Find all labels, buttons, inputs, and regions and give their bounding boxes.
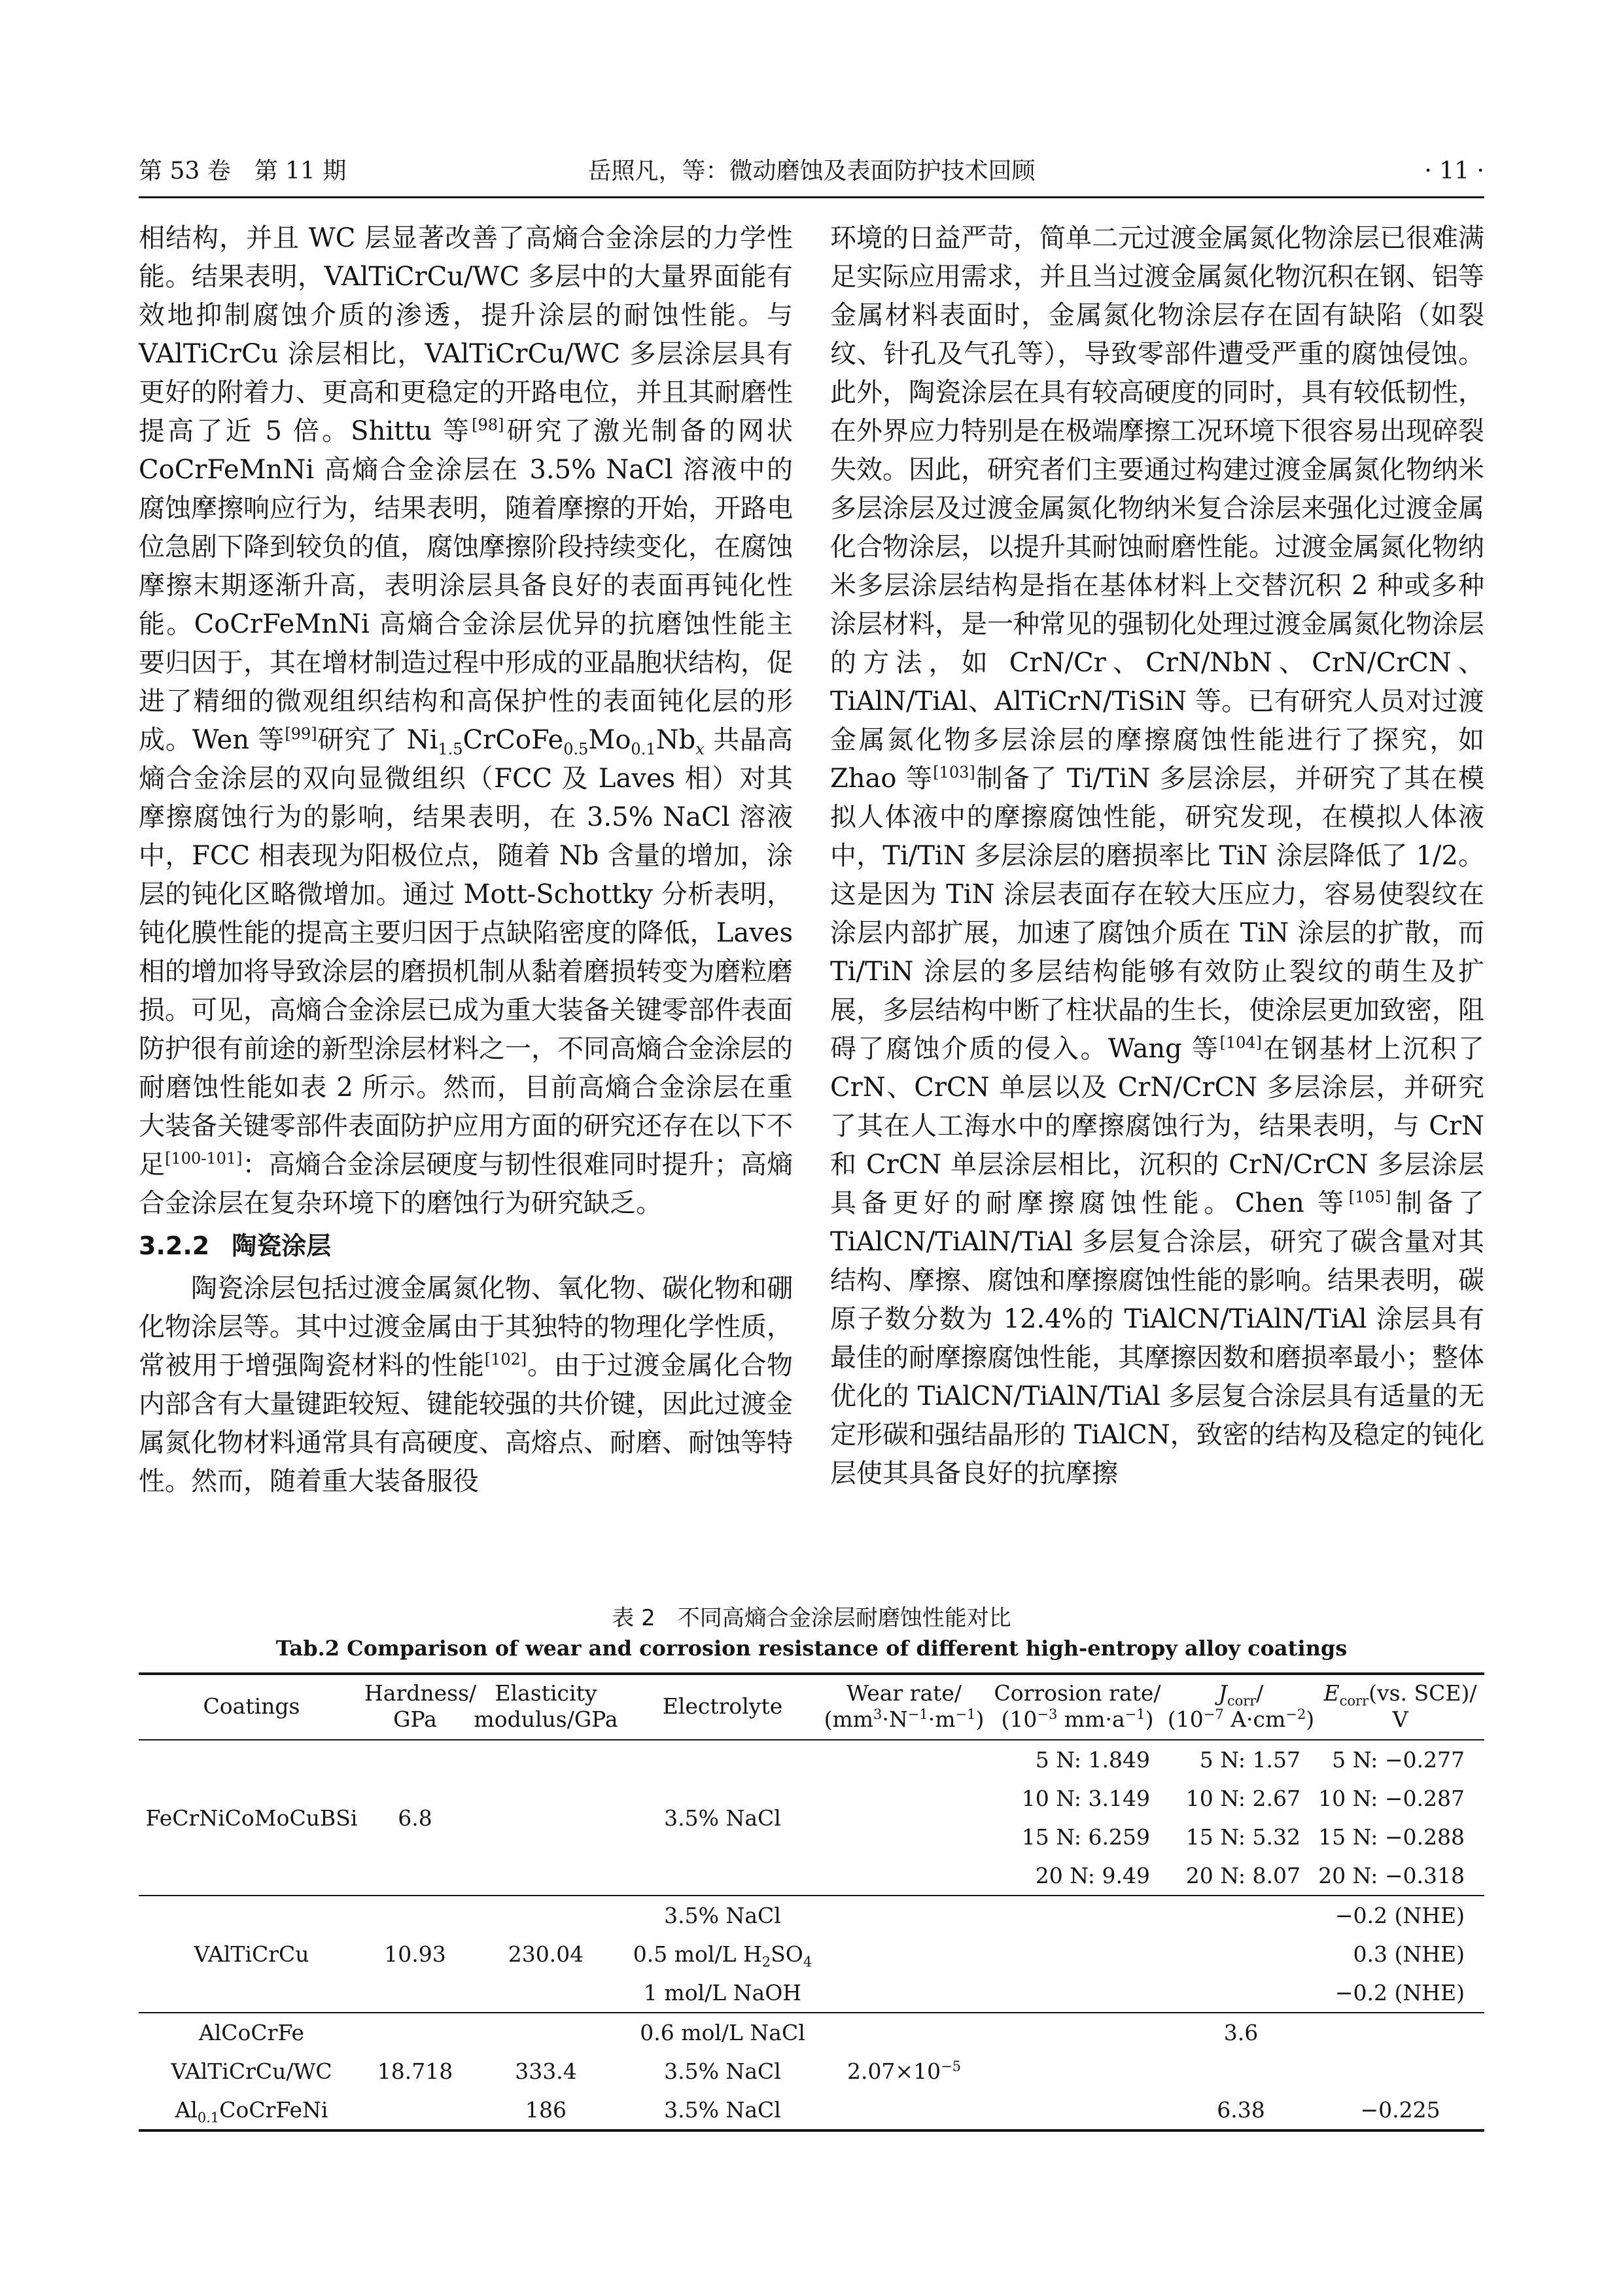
- cell-jcorr: 15 N: 5.32: [1185, 1824, 1300, 1850]
- cell-corrosion-rate: 15 N: 6.259: [1021, 1824, 1150, 1850]
- table-caption-en: Tab.2 Comparison of wear and corrosion resistance of different high-entropy alloy coatings: [275, 1636, 1348, 1661]
- citation[interactable]: [98]: [472, 415, 504, 434]
- cell-wear-rate: [819, 2013, 989, 2052]
- cell-ecorr: 0.3 (NHE): [1353, 1941, 1465, 1967]
- cell-jcorr: [1166, 1973, 1316, 2013]
- text-run: ：高熵合金涂层硬度与韧性很难同时提升；高熵合金涂层在复杂环境下的磨蚀行为研究缺乏。: [139, 1150, 794, 1218]
- cell-jcorr: 3.6: [1166, 2013, 1316, 2052]
- cell-ecorr: 15 N: −0.288: [1318, 1824, 1465, 1850]
- cell-ecorr: 20 N: −0.318: [1318, 1863, 1465, 1888]
- cell-elasticity: 186: [466, 2091, 626, 2130]
- cell-hardness: 18.718: [377, 2058, 453, 2084]
- cell-wear-rate: [819, 1896, 989, 1935]
- cell-electrolyte: 3.5% NaCl: [664, 2058, 781, 2084]
- text-run: 共晶高熵合金涂层的双向显微组织（FCC 及 Laves 相）对其摩擦腐蚀行为的影响，结果表明，在 3.5% NaCl 溶液中，FCC 相表现为阳极位点，随着 Nb 含量的增加，涂层的钝化区略微增加。通过 Mott-Schottky 分析表明，钝化膜性能的提高主要归因于点缺陷密度的降低，Laves 相的增加将导致涂层的磨损机制从黏着磨损转变为磨粒磨损。可见，高熵合金涂层已成为重大装备关键零部件表面防护很有前途的新型涂层材料之一，不同高熵合金涂层的耐磨蚀性能如表 2 所示。然而，目前高熵合金涂层在重大装备关键零部件表面防护应用方面的研究还存在以下不足: [139, 725, 793, 1180]
- cell-wear-rate: $2.07\times 10^{-5}$: [846, 2058, 962, 2084]
- cell-ecorr: −0.2 (NHE): [1335, 1980, 1465, 2005]
- cell-jcorr: 20 N: 8.07: [1185, 1863, 1300, 1888]
- alloy-formula: $Ni_{1.5}CrCoFe_{0.5}Mo_{0.1}Nb_x$: [406, 725, 705, 758]
- table-row: [139, 2013, 1484, 2052]
- header-jcorr: $J_{corr}/$ ($10^{-7}$ $A\cdot cm^{-2}$): [1167, 1680, 1315, 1732]
- cell-jcorr: 10 N: 2.67: [1185, 1786, 1300, 1811]
- citation[interactable]: [99]: [285, 724, 317, 743]
- cell-jcorr: 5 N: 1.57: [1199, 1747, 1300, 1773]
- table-caption-zh: 表 2 不同高熵合金涂层耐磨蚀性能对比: [612, 1605, 1011, 1631]
- citation[interactable]: [102]: [484, 1350, 527, 1369]
- paragraph-ceramic-coatings: [139, 1269, 793, 1501]
- cell-wear-rate: [819, 2091, 989, 2130]
- citation[interactable]: [103]: [933, 763, 975, 782]
- cell-electrolyte: 0.5 mol/L $H_2SO_4$: [633, 1941, 812, 1970]
- header-rule: [139, 196, 1484, 198]
- section-number: 3.2.2: [139, 1231, 210, 1260]
- cell-electrolyte: 0.6 mol/L NaCl: [626, 2013, 819, 2052]
- citation[interactable]: [100-101]: [165, 1149, 243, 1168]
- cell-ecorr: −0.2 (NHE): [1316, 1896, 1484, 1935]
- table-row: [139, 1740, 1484, 1779]
- cell-wear-rate: [819, 1740, 989, 1896]
- cell-coating: VAlTiCrCu/WC: [171, 2058, 332, 2084]
- citation[interactable]: [104]: [1219, 1033, 1263, 1052]
- cell-corrosion-rate: [989, 2013, 1166, 2052]
- cell-corrosion-rate: 20 N: 9.49: [1035, 1863, 1150, 1888]
- text-run: 在钢基材上沉积了 CrN、CrCN 单层以及 CrN/CrCN 多层涂层，并研究了其在人工海水中的摩擦腐蚀行为，结果表明，与 CrN 和 CrCN 单层涂层相比，沉积的 CrN/CrCN 多层涂层具备更好的耐摩擦腐蚀性能。Chen 等: [830, 1034, 1484, 1218]
- cell-elasticity: [466, 1740, 626, 1896]
- comparison-table: [139, 1672, 1484, 2132]
- cell-coating: VAlTiCrCu: [139, 1896, 364, 2013]
- cell-hardness: 10.93: [364, 1896, 466, 2013]
- cell-corrosion-rate: [989, 1896, 1166, 1935]
- cell-corrosion-rate: [989, 2052, 1166, 2091]
- cell-elasticity: 333.4: [515, 2058, 577, 2084]
- section-heading: [139, 1223, 793, 1269]
- text-run: 制备了 Ti/TiN 多层涂层，并研究了其在模拟人体液中的摩擦腐蚀性能，研究发现，在模拟人体液中，Ti/TiN 多层涂层的磨损率比 TiN 涂层降低了 1/2。这是因为 TiN 涂层表面存在较大压应力，容易使裂纹在涂层内部扩展，加速了腐蚀介质在 TiN 涂层的扩散，而 Ti/TiN 涂层的多层结构能够有效防止裂纹的萌生及扩展，多层结构中断了柱状晶的生长，使涂层更加致密，阻碍了腐蚀介质的侵入。Wang 等: [830, 764, 1485, 1064]
- table-row: [139, 2091, 1484, 2130]
- text-run: 陶瓷涂层包括过渡金属氮化物、氧化物、碳化物和硼化物涂层等。其中过渡金属由于其独特的物理化学性质，常被用于增强陶瓷材料的性能: [139, 1273, 793, 1381]
- cell-jcorr: [1166, 1935, 1316, 1973]
- table-caption: [0, 1603, 1623, 1663]
- cell-ecorr: [1316, 2013, 1484, 2052]
- cell-ecorr: 5 N: −0.277: [1332, 1747, 1465, 1773]
- table-row: [139, 2052, 1484, 2091]
- cell-ecorr: [1316, 2052, 1484, 2091]
- text-run: 相结构，并且 WC 层显著改善了高熵合金涂层的力学性能。结果表明，VAlTiCrCu/WC 多层中的大量界面能有效地抑制腐蚀介质的渗透，提升涂层的耐蚀性能。与 VAlTiCrCu 涂层相比，VAlTiCrCu/WC 多层涂层具有更好的附着力、更高和更稳定的开路电位，并且其耐磨性提高了近 5 倍。Shittu 等: [139, 223, 793, 446]
- header-coatings: Coatings: [203, 1693, 300, 1719]
- cell-jcorr: [1166, 1896, 1316, 1935]
- cell-coating: AlCoCrFe: [139, 2013, 364, 2052]
- cell-hardness: [364, 2091, 466, 2130]
- cell-corrosion-rate: 10 N: 3.149: [1021, 1786, 1150, 1811]
- cell-coating: $Al_{0.1}CoCrFeNi$: [139, 2091, 364, 2130]
- section-title: 陶瓷涂层: [232, 1231, 332, 1260]
- cell-electrolyte: 3.5% NaCl: [664, 1805, 781, 1831]
- running-title: 岳照凡，等：微动磨蚀及表面防护技术回顾: [587, 158, 1036, 185]
- cell-wear-rate: [819, 1935, 989, 1973]
- text-run: 。由于过渡金属化合物内部含有大量键距较短、键能较强的共价键，因此过渡金属氮化物材料通常具有高硬度、高熔点、耐磨、耐蚀等特性。然而，随着重大装备服役: [139, 1351, 793, 1496]
- header-ecorr: $E_{corr}(vs$. SCE)/ V: [1323, 1680, 1477, 1732]
- cell-coating: FeCrNiCoMoCuBSi: [145, 1805, 358, 1831]
- paragraph-nitride-coatings: [830, 219, 1484, 1493]
- table-header-row: [139, 1674, 1484, 1740]
- cell-hardness: 6.8: [398, 1805, 432, 1831]
- cell-elasticity: [466, 2013, 626, 2052]
- cell-ecorr: −0.225: [1316, 2091, 1484, 2130]
- citation[interactable]: [105]: [1348, 1188, 1391, 1207]
- text-run: 研究了激光制备的网状 CoCrFeMnNi 高熵合金涂层在 3.5% NaCl 溶液中的腐蚀摩擦响应行为，结果表明，随着摩擦的开始，开路电位急剧下降到较负的值，腐蚀摩擦阶段持续变化，在腐蚀摩擦末期逐渐升高，表明涂层具备良好的表面再钝化性能。CoCrFeMnNi 高熵合金涂层优异的抗磨蚀性能主要归因于，其在增材制造过程中形成的亚晶胞状结构，促进了精细的微观组织结构和高保护性的表面钝化层的形成。Wen 等: [139, 416, 793, 755]
- text-run: 环境的日益严苛，简单二元过渡金属氮化物涂层已很难满足实际应用需求，并且当过渡金属氮化物沉积在钢、铝等金属材料表面时，金属氮化物涂层存在固有缺陷（如裂纹、针孔及气孔等），导致零部件遭受严重的腐蚀侵蚀。此外，陶瓷涂层在具有较高硬度的同时，具有较低韧性，在外界应力特别是在极端摩擦工况环境下很容易出现碎裂失效。因此，研究者们主要通过构建过渡金属氮化物纳米多层涂层及过渡金属氮化物纳米复合涂层来强化过渡金属化合物涂层，以提升其耐蚀耐磨性能。过渡金属氮化物纳米多层涂层结构是指在基体材料上交替沉积 2 种或多种涂层材料，是一种常见的强韧化处理过渡金属氮化物涂层的方法，如 CrN/Cr、CrN/NbN、CrN/CrCN、TiAlN/TiAl、AlTiCrN/TiSiN 等。已有研究人员对过渡金属氮化物多层涂层的摩擦腐蚀性能进行了探究，如 Zhao 等: [830, 223, 1484, 794]
- paragraph-hea-coatings: [139, 219, 793, 1223]
- cell-electrolyte: 3.5% NaCl: [626, 2091, 819, 2130]
- text-run: 制备了 TiAlCN/TiAlN/TiAl 多层复合涂层，研究了碳含量对其结构、摩擦、腐蚀和摩擦腐蚀性能的影响。结果表明，碳原子数分数为 12.4%的 TiAlCN/TiAlN/TiAl 涂层具有最佳的耐摩擦腐蚀性能，其摩擦因数和磨损率最小；整体优化的 TiAlCN/TiAlN/TiAl 多层复合涂层具有适量的无定形碳和强结晶形的 TiAlCN，致密的结构及稳定的钝化层使其具备良好的抗摩擦: [830, 1188, 1485, 1489]
- header-wear-rate: Wear rate/ $(mm^3\cdot N^{-1}\cdot m^{-1})$: [824, 1680, 985, 1732]
- page-number: · 11 ·: [1424, 158, 1484, 185]
- cell-wear-rate: [819, 1973, 989, 2013]
- right-column: [830, 219, 1484, 1493]
- cell-electrolyte: 3.5% NaCl: [626, 1896, 819, 1935]
- cell-corrosion-rate: [989, 1935, 1166, 1973]
- cell-electrolyte: 1 mol/L NaOH: [643, 1980, 802, 2005]
- header-hardness: Hardness/ GPa: [364, 1680, 477, 1732]
- journal-volume-issue: 第 53 卷 第 11 期: [139, 158, 347, 185]
- cell-corrosion-rate: [989, 1973, 1166, 2013]
- table-row: [139, 1896, 1484, 1935]
- cell-corrosion-rate: [989, 2091, 1166, 2130]
- header-corrosion-rate: Corrosion rate/ ($10^{-3}$ $mm\cdot a^{-1}$): [994, 1680, 1161, 1732]
- cell-ecorr: 10 N: −0.287: [1318, 1786, 1465, 1811]
- cell-corrosion-rate: 5 N: 1.849: [1035, 1747, 1150, 1773]
- cell-hardness: [364, 2013, 466, 2052]
- cell-jcorr: [1166, 2052, 1316, 2091]
- header-electrolyte: Electrolyte: [662, 1693, 783, 1719]
- text-run: 研究了: [317, 725, 407, 755]
- left-column: [139, 219, 793, 1501]
- cell-jcorr: 6.38: [1166, 2091, 1316, 2130]
- header-elasticity: Elasticity modulus/GPa: [474, 1680, 618, 1732]
- cell-elasticity: 230.04: [466, 1896, 626, 2013]
